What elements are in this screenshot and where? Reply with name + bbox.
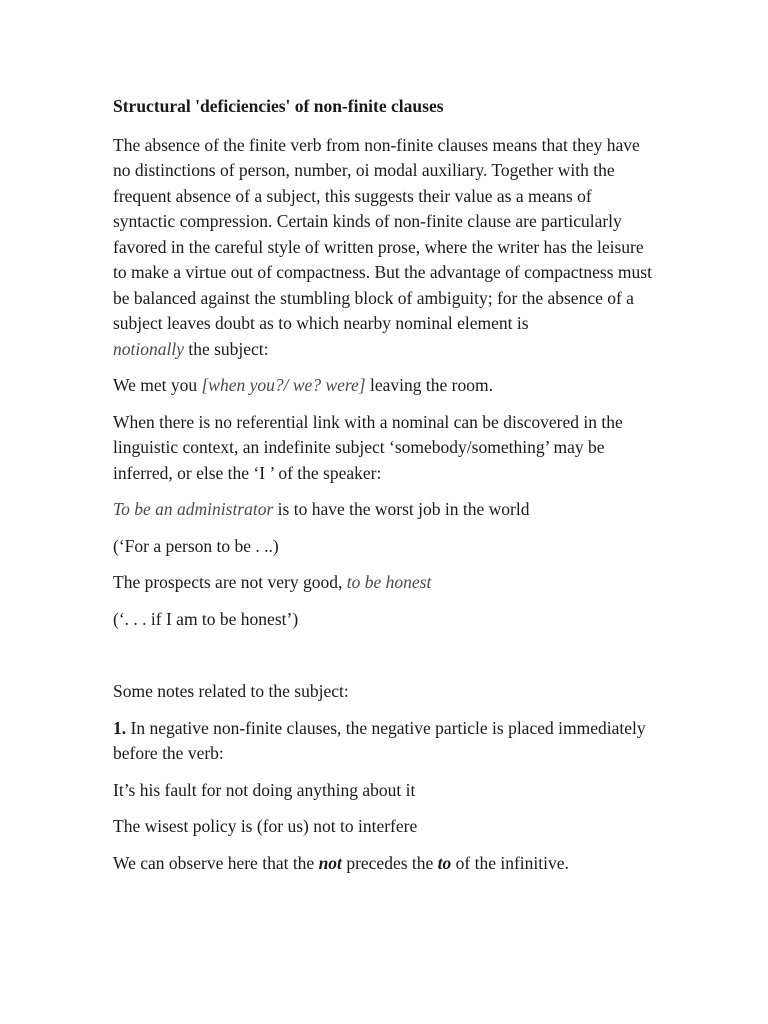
example-3-italic: to be honest	[346, 572, 432, 592]
observation-to: to	[437, 852, 452, 873]
example-2-post: is to have the worst job in the world	[273, 499, 530, 519]
note-1-number: 1.	[113, 717, 127, 738]
example-3-gloss: (‘. . . if I am to be honest’)	[113, 608, 299, 629]
paragraph-intro-italic: notionally	[113, 338, 184, 359]
example-1-italic: [when you?/ we? were]	[201, 375, 366, 395]
paragraph-intro-end: the subject:	[183, 338, 269, 359]
example-2-italic: To be an administrator	[113, 499, 274, 519]
observation-mid: precedes the	[341, 852, 438, 873]
observation-post: of the infinitive.	[451, 852, 569, 873]
example-5: The wisest policy is (for us) not to interfere	[113, 816, 418, 836]
example-3-pre: The prospects are not very good,	[113, 572, 347, 592]
example-4: It’s his fault for not doing anything about it	[113, 779, 416, 800]
example-1	[113, 373, 658, 399]
paragraph-referential: When there is no referential link with a nominal can be discovered in the linguistic context, an indefinite subject ‘somebody/something’ may be inferred, or else the ‘I ’ of the speaker:	[113, 411, 623, 483]
section-spacer	[113, 643, 658, 679]
example-3	[113, 570, 658, 596]
paragraph-intro-text: The absence of the finite verb from non-finite clauses means that they have no distinctions of person, number, oi modal auxiliary. Together with the frequent absence of a subject, this suggests their value as a means of syntactic compression. Certain kinds of non-finite clause are particularly favored in the careful style of written prose, where the writer has the leisure to make a virtue out of compactness. But the advantage of compactness must be balanced against the stumbling block of ambiguity; for the absence of a subject leaves doubt as to which nearby nominal element is	[113, 134, 652, 333]
example-1-pre: We met you	[113, 375, 202, 395]
notes-heading: Some notes related to the subject:	[113, 681, 349, 701]
note-1-text: In negative non-finite clauses, the negative particle is placed immediately before the verb:	[113, 717, 646, 763]
example-2-gloss: (‘For a person to be . ..)	[113, 535, 279, 556]
observation	[113, 851, 658, 877]
note-1	[113, 716, 658, 767]
example-2	[113, 497, 658, 523]
paragraph-intro	[113, 133, 658, 363]
document-body	[113, 94, 658, 887]
section-title: Structural 'deficiencies' of non-finite clauses	[113, 96, 444, 116]
example-1-post: leaving the room.	[365, 375, 493, 395]
observation-pre: We can observe here that the	[113, 852, 319, 873]
observation-not: not	[318, 852, 342, 873]
